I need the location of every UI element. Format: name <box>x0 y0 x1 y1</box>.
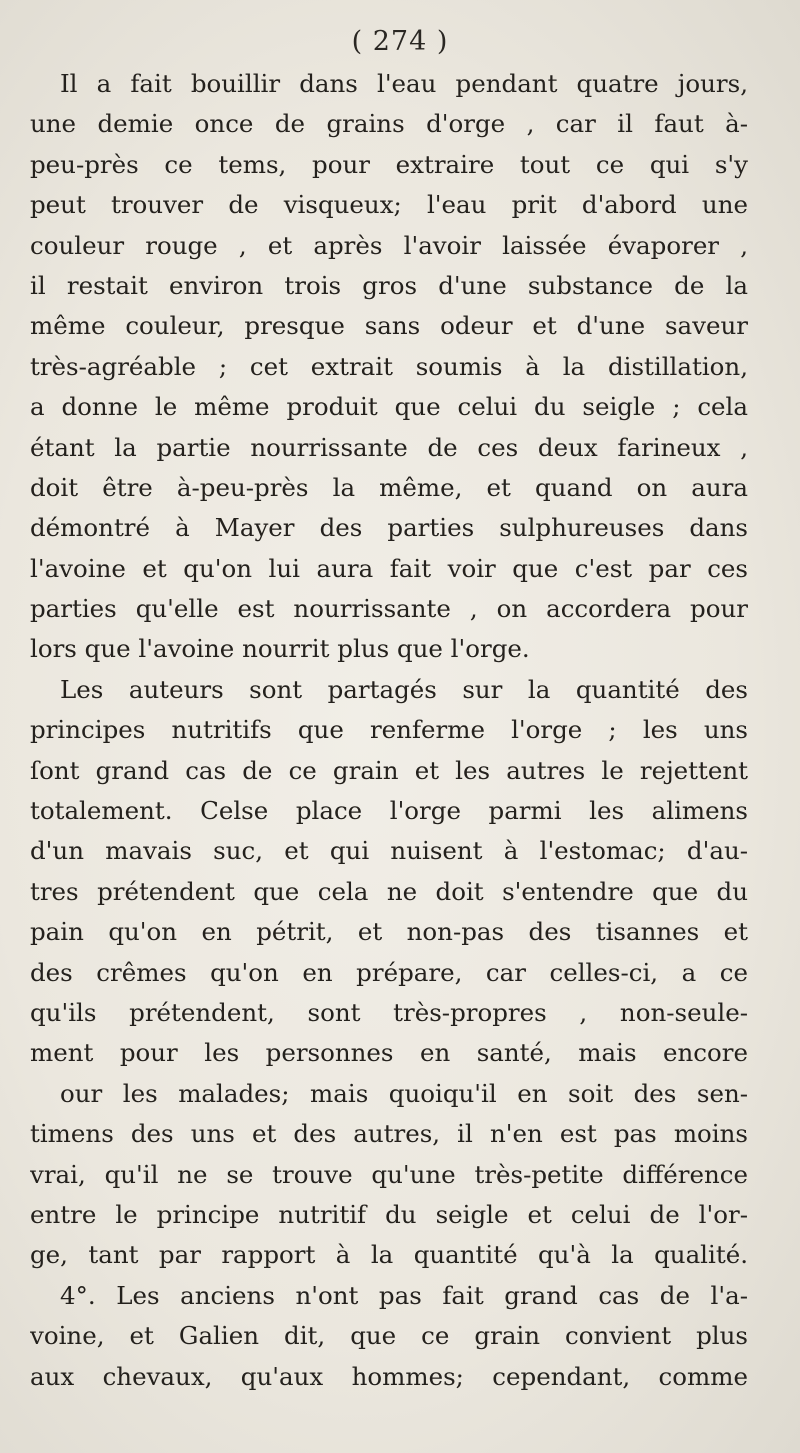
text-line: our les malades; mais quoiqu'il en soit des sen- <box>60 1078 748 1108</box>
text-line: totalement. Celse place l'orge parmi les alimens <box>30 796 748 826</box>
text-line: même couleur, presque sans odeur et d'une saveur <box>30 311 748 341</box>
text-line: parties qu'elle est nourrissante , on accordera pour <box>30 594 748 624</box>
text-line: timens des uns et des autres, il n'en est pas moins <box>30 1119 748 1149</box>
page-number-header: ( 274 ) <box>351 26 449 57</box>
text-line: voine, et Galien dit, que ce grain convient plus <box>30 1321 748 1351</box>
text-line: étant la partie nourrissante de ces deux farineux , <box>30 432 748 462</box>
text-line: ment pour les personnes en santé, mais encore <box>30 1038 748 1068</box>
text-line: l'avoine et qu'on lui aura fait voir que c'est par ces <box>30 553 748 583</box>
text-line: a donne le même produit que celui du seigle ; cela <box>30 392 748 422</box>
text-line: une demie once de grains d'orge , car il faut à- <box>30 109 748 139</box>
text-line: démontré à Mayer des parties sulphureuses dans <box>30 513 748 543</box>
text-line: Il a fait bouillir dans l'eau pendant quatre jours, <box>60 69 748 98</box>
text-line: doit être à-peu-près la même, et quand on aura <box>30 472 748 502</box>
text-line: couleur rouge , et après l'avoir laissée évaporer , <box>30 230 748 260</box>
text-line: il restait environ trois gros d'une substance de la <box>30 270 748 300</box>
text-line: Les auteurs sont partagés sur la quantité des <box>60 674 748 704</box>
body-text <box>30 64 748 1397</box>
text-line: très-agréable ; cet extrait soumis à la distillation, <box>30 351 748 381</box>
text-line: ge, tant par rapport à la quantité qu'à la qualité. <box>30 1240 748 1270</box>
text-line: principes nutritifs que renferme l'orge ; les uns <box>30 715 748 745</box>
text-line: tres prétendent que cela ne doit s'entendre que du <box>30 876 748 906</box>
text-line: vrai, qu'il ne se trouve qu'une très-petite différence <box>30 1159 748 1189</box>
text-line: ſont grand cas de ce grain et les autres le rejettent <box>30 755 748 785</box>
text-line: 4°. Les anciens n'ont pas fait grand cas de l'a- <box>60 1280 748 1310</box>
text-line: des crêmes qu'on en prépare, car celles-ci, a ce <box>30 957 748 987</box>
text-line: d'un mavais suc, et qui nuisent à l'estomac; d'au- <box>30 836 748 866</box>
text-line: aux chevaux, qu'aux hommes; cependant, comme <box>30 1361 748 1391</box>
text-line: qu'ils prétendent, sont très-propres , non-seule- <box>30 997 748 1027</box>
text-line: entre le principe nutritif du seigle et celui de l'or- <box>30 1199 748 1229</box>
text-line: lors que l'avoine nourrit plus que l'orge. <box>30 634 530 664</box>
text-line: pain qu'on en pétrit, et non-pas des tisannes et <box>30 917 748 947</box>
text-line: peu-près ce tems, pour extraire tout ce qui s'y <box>30 149 748 179</box>
text-line: peut trouver de visqueux; l'eau prit d'abord une <box>30 190 748 220</box>
